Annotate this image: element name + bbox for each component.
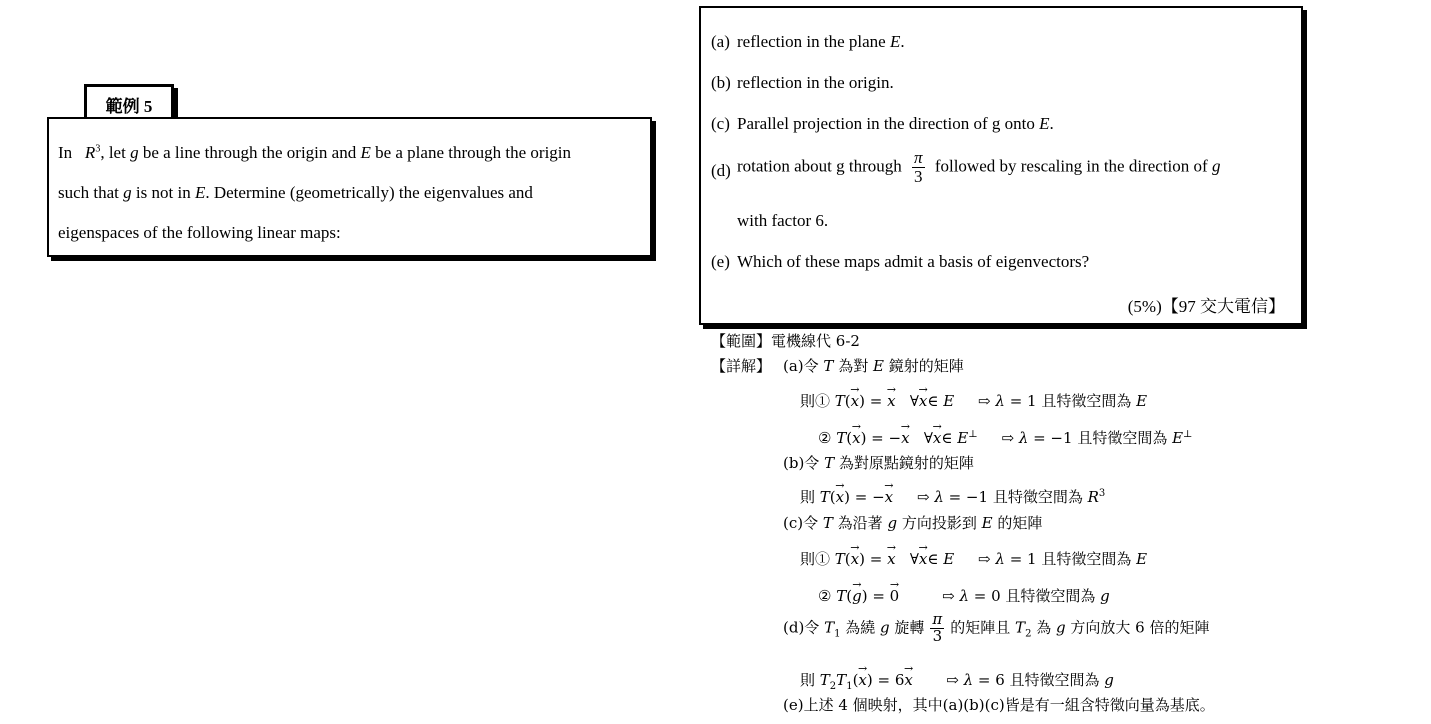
- question-line-2: such that g is not in E. Determine (geometrically) the eigenvalues and: [58, 183, 533, 202]
- question-line-3: eigenspaces of the following linear maps:: [58, 223, 341, 242]
- scope-value: 電機線代 6-2: [771, 332, 860, 350]
- solution-a-2: ② T(→ x) = −→ x ∀→ x∈ E⊥ ⇨ λ = −1 且特徵空間為 E⊥: [818, 427, 1192, 448]
- option-c-text: Parallel projection in the direction of g onto E.: [737, 114, 1054, 133]
- question-line-1: In $R^3$, let g be a line through the origin and E be a plane through the origin: [58, 143, 572, 162]
- option-a-label: (a): [711, 32, 730, 51]
- solution-a-1: 則① T(→ x) = → x ∀→ x∈ E ⇨ λ = 1 且特徵空間為 E: [800, 390, 1147, 411]
- option-b-label: (b): [711, 73, 731, 92]
- example-tab: 範例 5: [84, 84, 174, 125]
- score-label: (5%)【97 交大電信】: [1127, 297, 1285, 316]
- solution-d-1: 則 $T_2T_1(\to x) = 6\to x$ ⇨ λ = 6 且特徵空間為 g: [800, 669, 1114, 692]
- solution-a-intro: (a)令 T 為對 E 鏡射的矩陣: [783, 357, 964, 375]
- solution-c-1: 則① T(→ x) = → x ∀→ x∈ E ⇨ λ = 1 且特徵空間為 E: [800, 548, 1147, 569]
- option-b-text: reflection in the origin.: [737, 73, 894, 92]
- scope-line: [711, 330, 860, 351]
- scope-tag: 【範圍】: [711, 332, 772, 350]
- solution-c-2: ② T(→ g) = → 0 ⇨ λ = 0 且特徵空間為 g: [818, 585, 1110, 606]
- option-d-text: rotation about g through $\frac{\pi}{3}$ followed by rescaling in the direction of g: [737, 148, 1221, 186]
- solution-b-1: 則 T(→ x) = −→ x ⇨ λ = −1 且特徵空間為 $R^3$: [800, 486, 1105, 507]
- option-d-label: (d): [711, 161, 731, 180]
- options-box: [699, 6, 1303, 325]
- option-e-label: (e): [711, 252, 730, 271]
- solution-b-intro: (b)令 T 為對原點鏡射的矩陣: [783, 454, 974, 472]
- option-a-text: reflection in the plane E.: [737, 32, 905, 51]
- solution-c-intro: (c)令 T 為沿著 g 方向投影到 E 的矩陣: [783, 514, 1043, 532]
- question-box: [47, 117, 652, 257]
- solution-e: (e)上述 4 個映射，其中(a)(b)(c)皆是有一組含特徵向量為基底。: [783, 696, 1215, 714]
- option-e-text: Which of these maps admit a basis of eigenvectors?: [737, 252, 1090, 271]
- solution-d-intro: (d)令 $T_1$ 為繞 g 旋轉 $\frac{\pi}{3}$ 的矩陣且 $T_2$ 為 g 方向放大 6 倍的矩陣: [783, 610, 1210, 645]
- option-d-continuation: with factor 6.: [737, 211, 829, 230]
- option-c-label: (c): [711, 114, 730, 133]
- detail-tag: 【詳解】: [711, 357, 772, 375]
